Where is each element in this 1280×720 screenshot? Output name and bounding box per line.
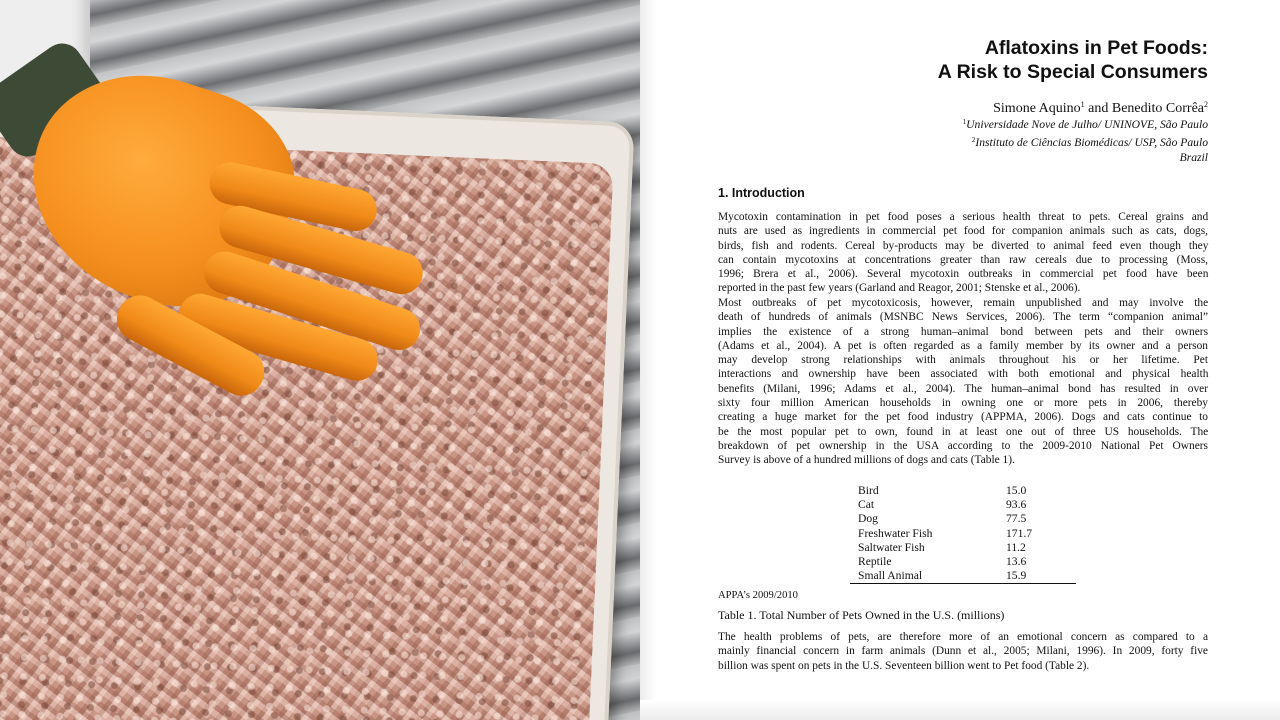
value-cell: 171.7 <box>1006 526 1033 540</box>
table-row <box>850 527 1076 541</box>
animal-cell: Reptile <box>858 555 892 569</box>
affil-1-sup: 1 <box>962 118 967 126</box>
table-row <box>850 498 1076 512</box>
pets-table <box>850 484 1076 584</box>
author-and: and <box>1084 101 1112 116</box>
paragraph-line: interactions and ownership have been associated with both emotional and physical health <box>718 368 1209 381</box>
paragraph-3 <box>718 630 1208 673</box>
table-row <box>850 569 1076 584</box>
paragraph-line: breakdown of pet ownership in the USA according to the 2009-2010 National Pet Owners <box>718 439 1208 452</box>
table-row <box>850 541 1076 555</box>
table-row <box>850 484 1076 498</box>
affil-2-sup: 2 <box>971 135 976 144</box>
animal-cell: Freshwater Fish <box>858 526 933 540</box>
page-edge-shadow <box>640 0 656 720</box>
paragraph-line: Most outbreaks of pet mycotoxicosis, however, remain unpublished and may involve the <box>718 297 1209 309</box>
author-2-sup: 2 <box>1204 100 1208 109</box>
paragraph-1 <box>718 210 1208 296</box>
paragraph-line: benefits (Milani, 1996; Adams et al., 2004). The human–animal bond has resulted in over <box>718 382 1208 395</box>
value-cell: 13.6 <box>1006 555 1027 569</box>
paragraph-line: creating a huge market for the pet food industry (APPMA, 2006). Dogs and cats continue to <box>718 411 1208 424</box>
paragraph-2 <box>718 296 1208 468</box>
animal-cell: Small Animal <box>850 569 1006 584</box>
paper-page <box>656 0 1280 720</box>
affil-3: Brazil <box>1179 151 1208 164</box>
paragraph-line: death of hundreds of animals (MSNBC News Services, 2006). The term “companion animal” <box>718 311 1208 324</box>
affil-2: Instituto de Ciências Biomédicas/ USP, São Paulo <box>975 135 1208 149</box>
affiliations <box>963 115 1208 166</box>
paragraph-line: 1996; Brera et al., 2006). Several mycotoxin outbreaks in commercial pet food have been <box>718 268 1209 281</box>
section-heading: 1. Introduction <box>718 186 805 200</box>
value-cell: 15.0 <box>1006 484 1027 497</box>
paragraph-line: can contain mycotoxins at concentrations greater than raw cereals due to processing (Moss, <box>718 253 1208 266</box>
table-source: APPA’s 2009/2010 <box>718 590 798 601</box>
paragraph-line: may develop strong relationships with animals throughout his or her lifetime. Pet <box>718 354 1208 367</box>
paragraph-line: (Adams et al., 2004). A pet is often regarded as a family member by its owner and a person <box>718 339 1208 352</box>
author-1: Simone Aquino <box>993 101 1081 116</box>
value-cell: 93.6 <box>1006 498 1027 512</box>
animal-cell: Dog <box>858 512 878 526</box>
paragraph-line: Mycotoxin contamination in pet food poses a serious health threat to pets. Cereal grains and <box>718 211 1209 223</box>
animal-cell: Bird <box>858 484 879 497</box>
title-line-2: A Risk to Special Consumers <box>937 61 1208 83</box>
paragraph-line: be the most popular pet to own, found in at least one out of three US households. The <box>718 425 1209 438</box>
value-cell: 77.5 <box>1006 512 1027 526</box>
paragraph-line: billion was spent on pets in the U.S. Seventeen billion went to Pet food (Table 2). <box>718 659 1090 672</box>
paragraph-line: mainly financial concern in farm animals (Dunn et al., 2005; Milani, 1996). In 2009, forty five <box>718 645 1208 658</box>
paragraph-line: sixty four million American households in owning one or more pets in 2006, thereby <box>718 397 1208 410</box>
page-bottom-shadow <box>640 700 1280 720</box>
paragraph-line: The health problems of pets, are therefore more of an emotional concern as compared to a <box>718 631 1208 643</box>
value-cell: 15.9 <box>1006 569 1076 584</box>
paragraph-line: birds, fish and rodents. Cereal by-products may be diverted to animal feed even though they <box>718 239 1209 252</box>
paragraph-line: nuts are used as ingredients in commercial pet food for companion animals such as cats, dogs, <box>718 225 1208 238</box>
affil-1: Universidade Nove de Julho/ UNINOVE, São Paulo <box>966 118 1208 131</box>
table-caption: Table 1. Total Number of Pets Owned in the U.S. (millions) <box>718 608 1005 622</box>
animal-cell: Saltwater Fish <box>858 540 925 554</box>
author-2: Benedito Corrêa <box>1111 101 1204 116</box>
paper-title <box>938 36 1208 84</box>
value-cell: 11.2 <box>1006 540 1026 554</box>
paragraph-line: reported in the past few years (Garland and Reagor, 2001; Stenske et al., 2006). <box>718 282 1081 295</box>
paragraph-line: implies the existence of a strong human–animal bond between pets and their owners <box>718 325 1209 338</box>
table-row <box>850 555 1076 569</box>
author-1-sup: 1 <box>1080 100 1085 109</box>
animal-cell: Cat <box>858 498 875 512</box>
paragraph-line: Survey is above of a hundred millions of dogs and cats (Table 1). <box>718 454 1015 467</box>
table-row <box>850 512 1076 526</box>
title-line-1: Aflatoxins in Pet Foods: <box>984 37 1208 59</box>
